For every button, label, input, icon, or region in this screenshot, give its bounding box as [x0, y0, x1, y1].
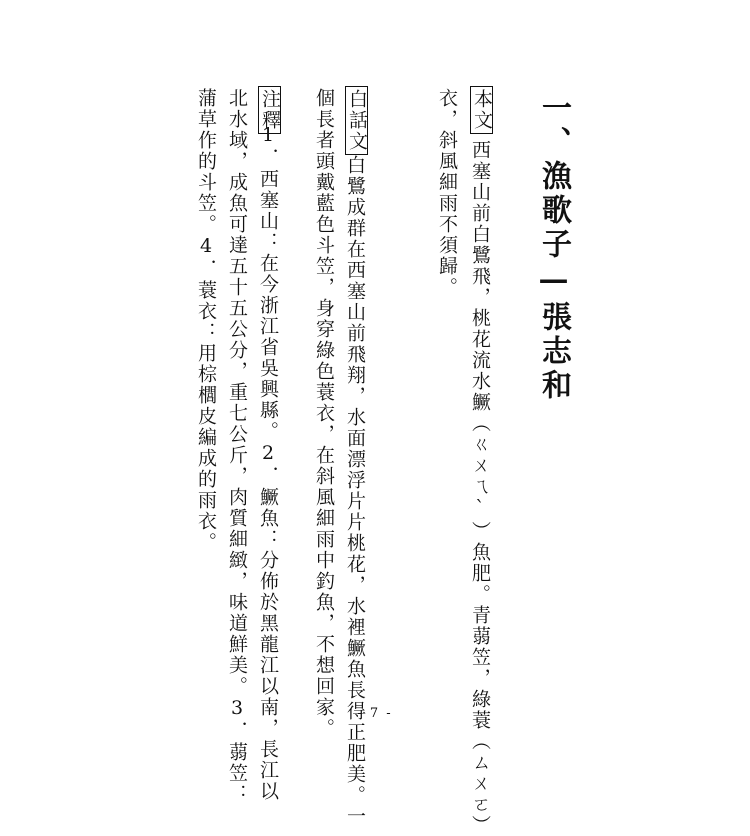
vernacular-text-line-2: 個長者頭戴藍色斗笠，身穿綠色蓑衣，在斜風細雨中釣魚，不想回家。	[313, 88, 335, 739]
notes-line-3: 蒲草作的斗笠。4．蓑衣：用棕櫚皮編成的雨衣。	[195, 88, 217, 553]
original-text-line-1: 西塞山前白鷺飛，桃花流水鱖（ㄍㄨㄟˋ）魚肥。青蒻笠，綠蓑（ㄙㄨㄛ）	[469, 140, 491, 836]
original-text-label: 本文	[470, 86, 493, 134]
notes-line-1: 1．西塞山：在今浙江省吳興縣。2．鱖魚：分佈於黑龍江以南，長江以	[257, 124, 279, 802]
notes-label: 注釋	[258, 86, 281, 134]
title-dash: —	[536, 262, 571, 301]
vernacular-text-line-1: 白鷺成群在西塞山前飛翔，水面漂浮片片桃花，水裡鱖魚長得正肥美。一	[344, 155, 366, 827]
poem-title: 一、漁歌子	[536, 92, 571, 262]
original-text-line-2: 衣，斜風細雨不須歸。	[436, 88, 458, 298]
page-number: - 7 -	[357, 706, 393, 721]
poem-author: 張志和	[536, 301, 571, 403]
vernacular-text-label: 白話文	[345, 86, 368, 155]
poem-title-column	[536, 92, 571, 403]
notes-line-2: 北水域，成魚可達五十五公分，重七公斤，肉質細緻，味道鮮美。3．蒻笠：	[226, 88, 248, 805]
